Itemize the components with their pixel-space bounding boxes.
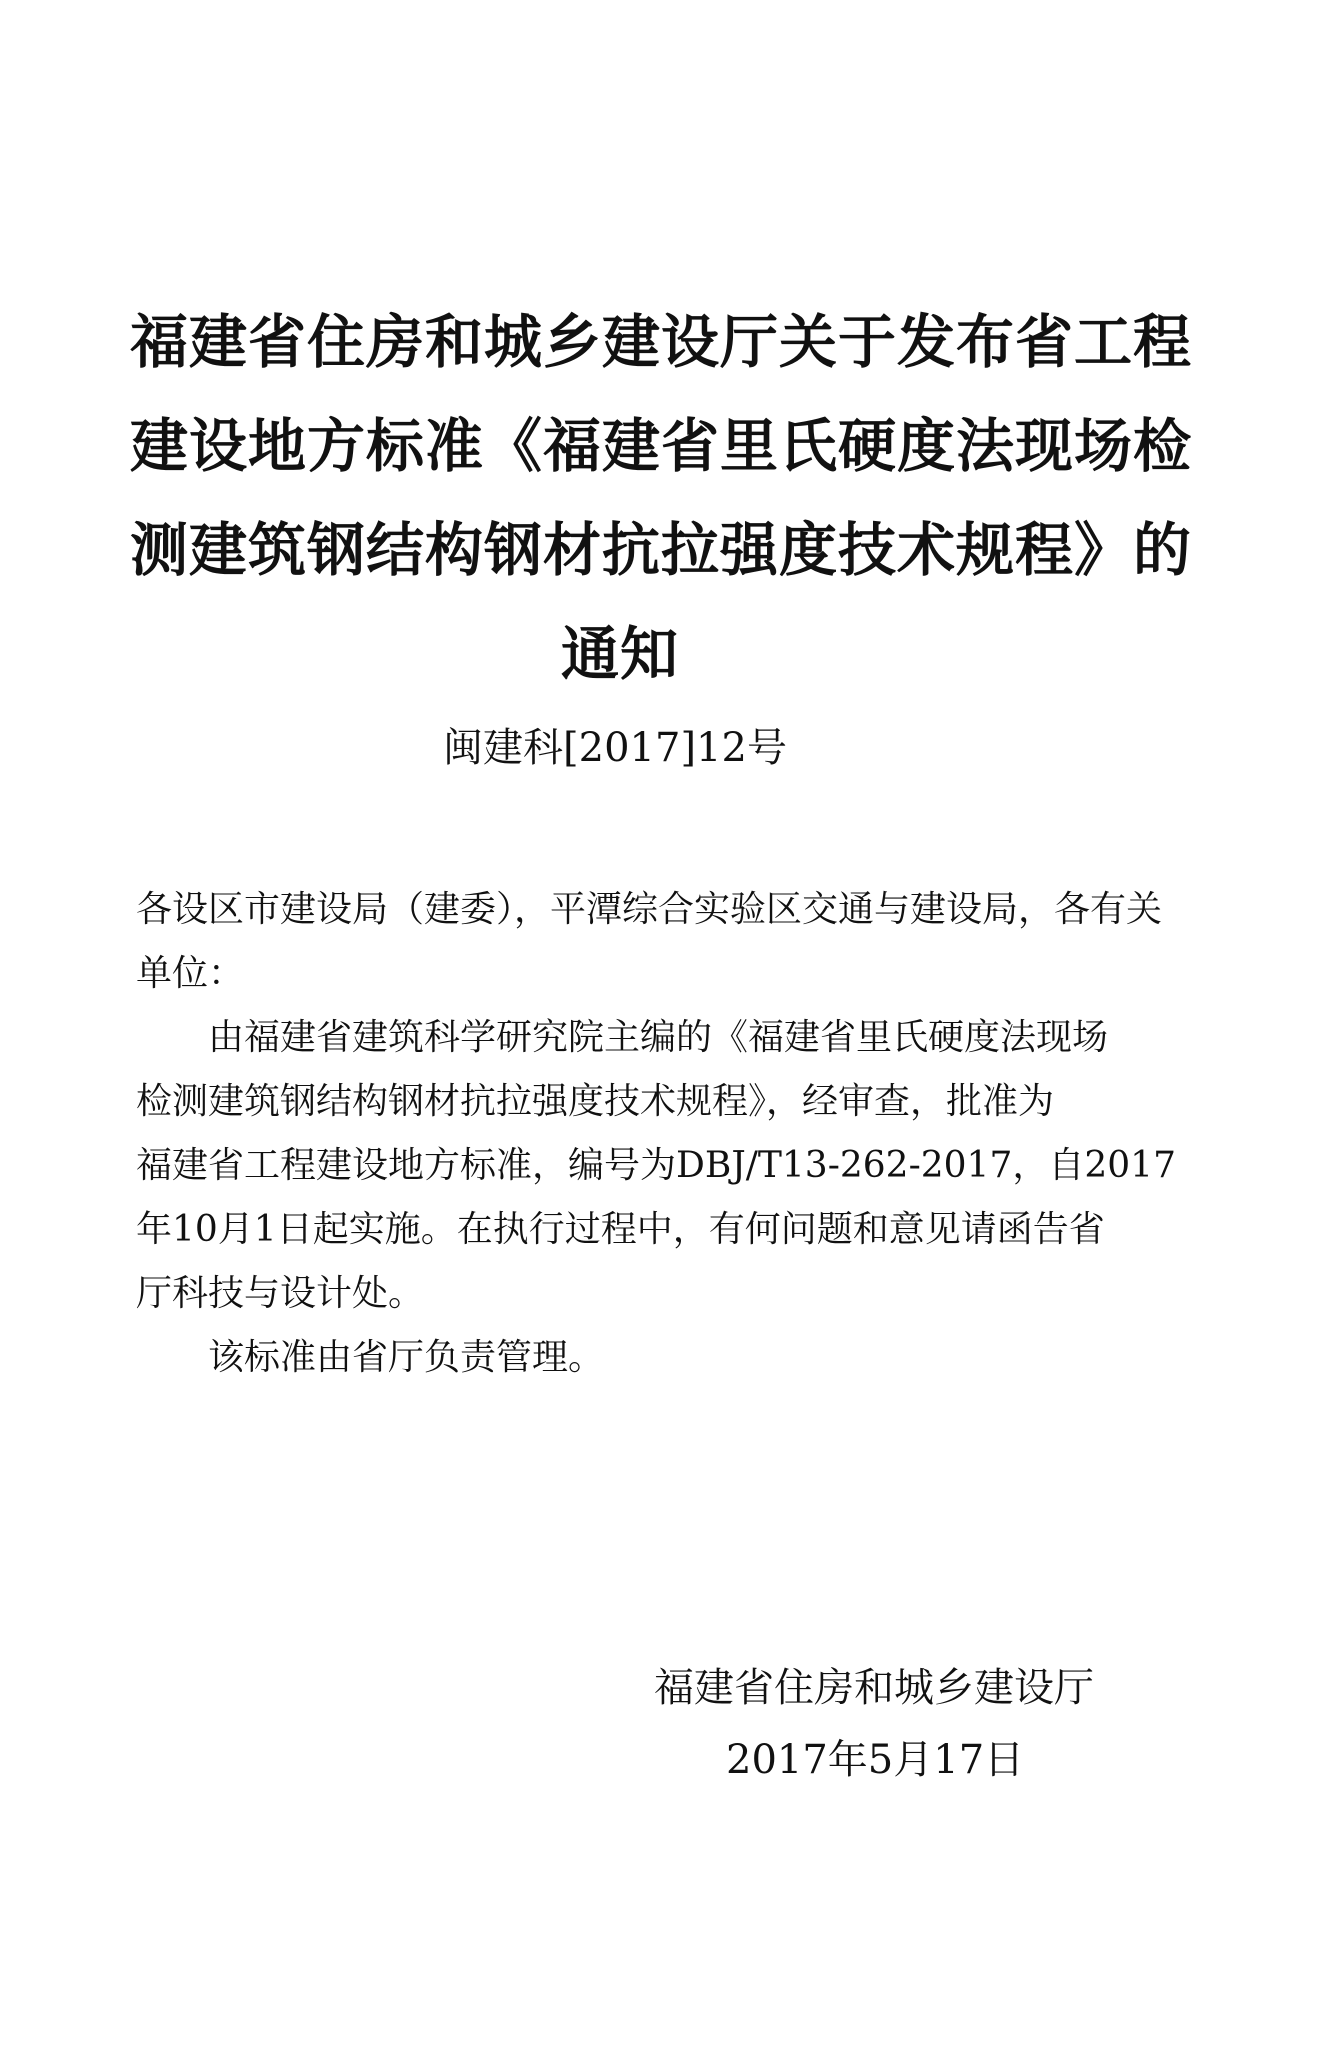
body-paragraph-line-2: 检测建筑钢结构钢材抗拉强度技术规程》，经审查，批准为 [136,1081,1055,1122]
addressee-line-1: 各设区市建设局（建委），平潭综合实验区交通与建设局，各有关 [136,889,1163,930]
signature-block [640,1652,1100,1796]
management-note: 该标准由省厅负责管理。 [208,1337,605,1378]
body-paragraph-line-5: 厅科技与设计处。 [136,1273,425,1314]
issue-date: 2017年5月17日 [726,1737,1025,1783]
notice-body [136,878,1176,1390]
body-paragraph-line-3: 福建省工程建设地方标准，编号为DBJ/T13-262-2017，自2017 [136,1145,1176,1186]
notice-title [130,290,1193,706]
title-line-3: 测建筑钢结构钢材抗拉强度技术规程》的 [130,516,1193,584]
issuing-authority: 福建省住房和城乡建设厅 [654,1665,1094,1711]
body-paragraph-line-1: 由福建省建筑科学研究院主编的《福建省里氏硬度法现场 [208,1017,1109,1058]
document-number: 闽建科[2017]12号 [443,725,787,771]
title-line-2: 建设地方标准《福建省里氏硬度法现场检 [130,412,1193,480]
body-paragraph-line-4: 年10月1日起实施。在执行过程中，有何问题和意见请函告省 [136,1209,1105,1250]
addressee-line-2: 单位： [136,953,245,994]
title-line-4: 通知 [560,620,679,688]
title-line-1: 福建省住房和城乡建设厅关于发布省工程 [130,308,1193,376]
